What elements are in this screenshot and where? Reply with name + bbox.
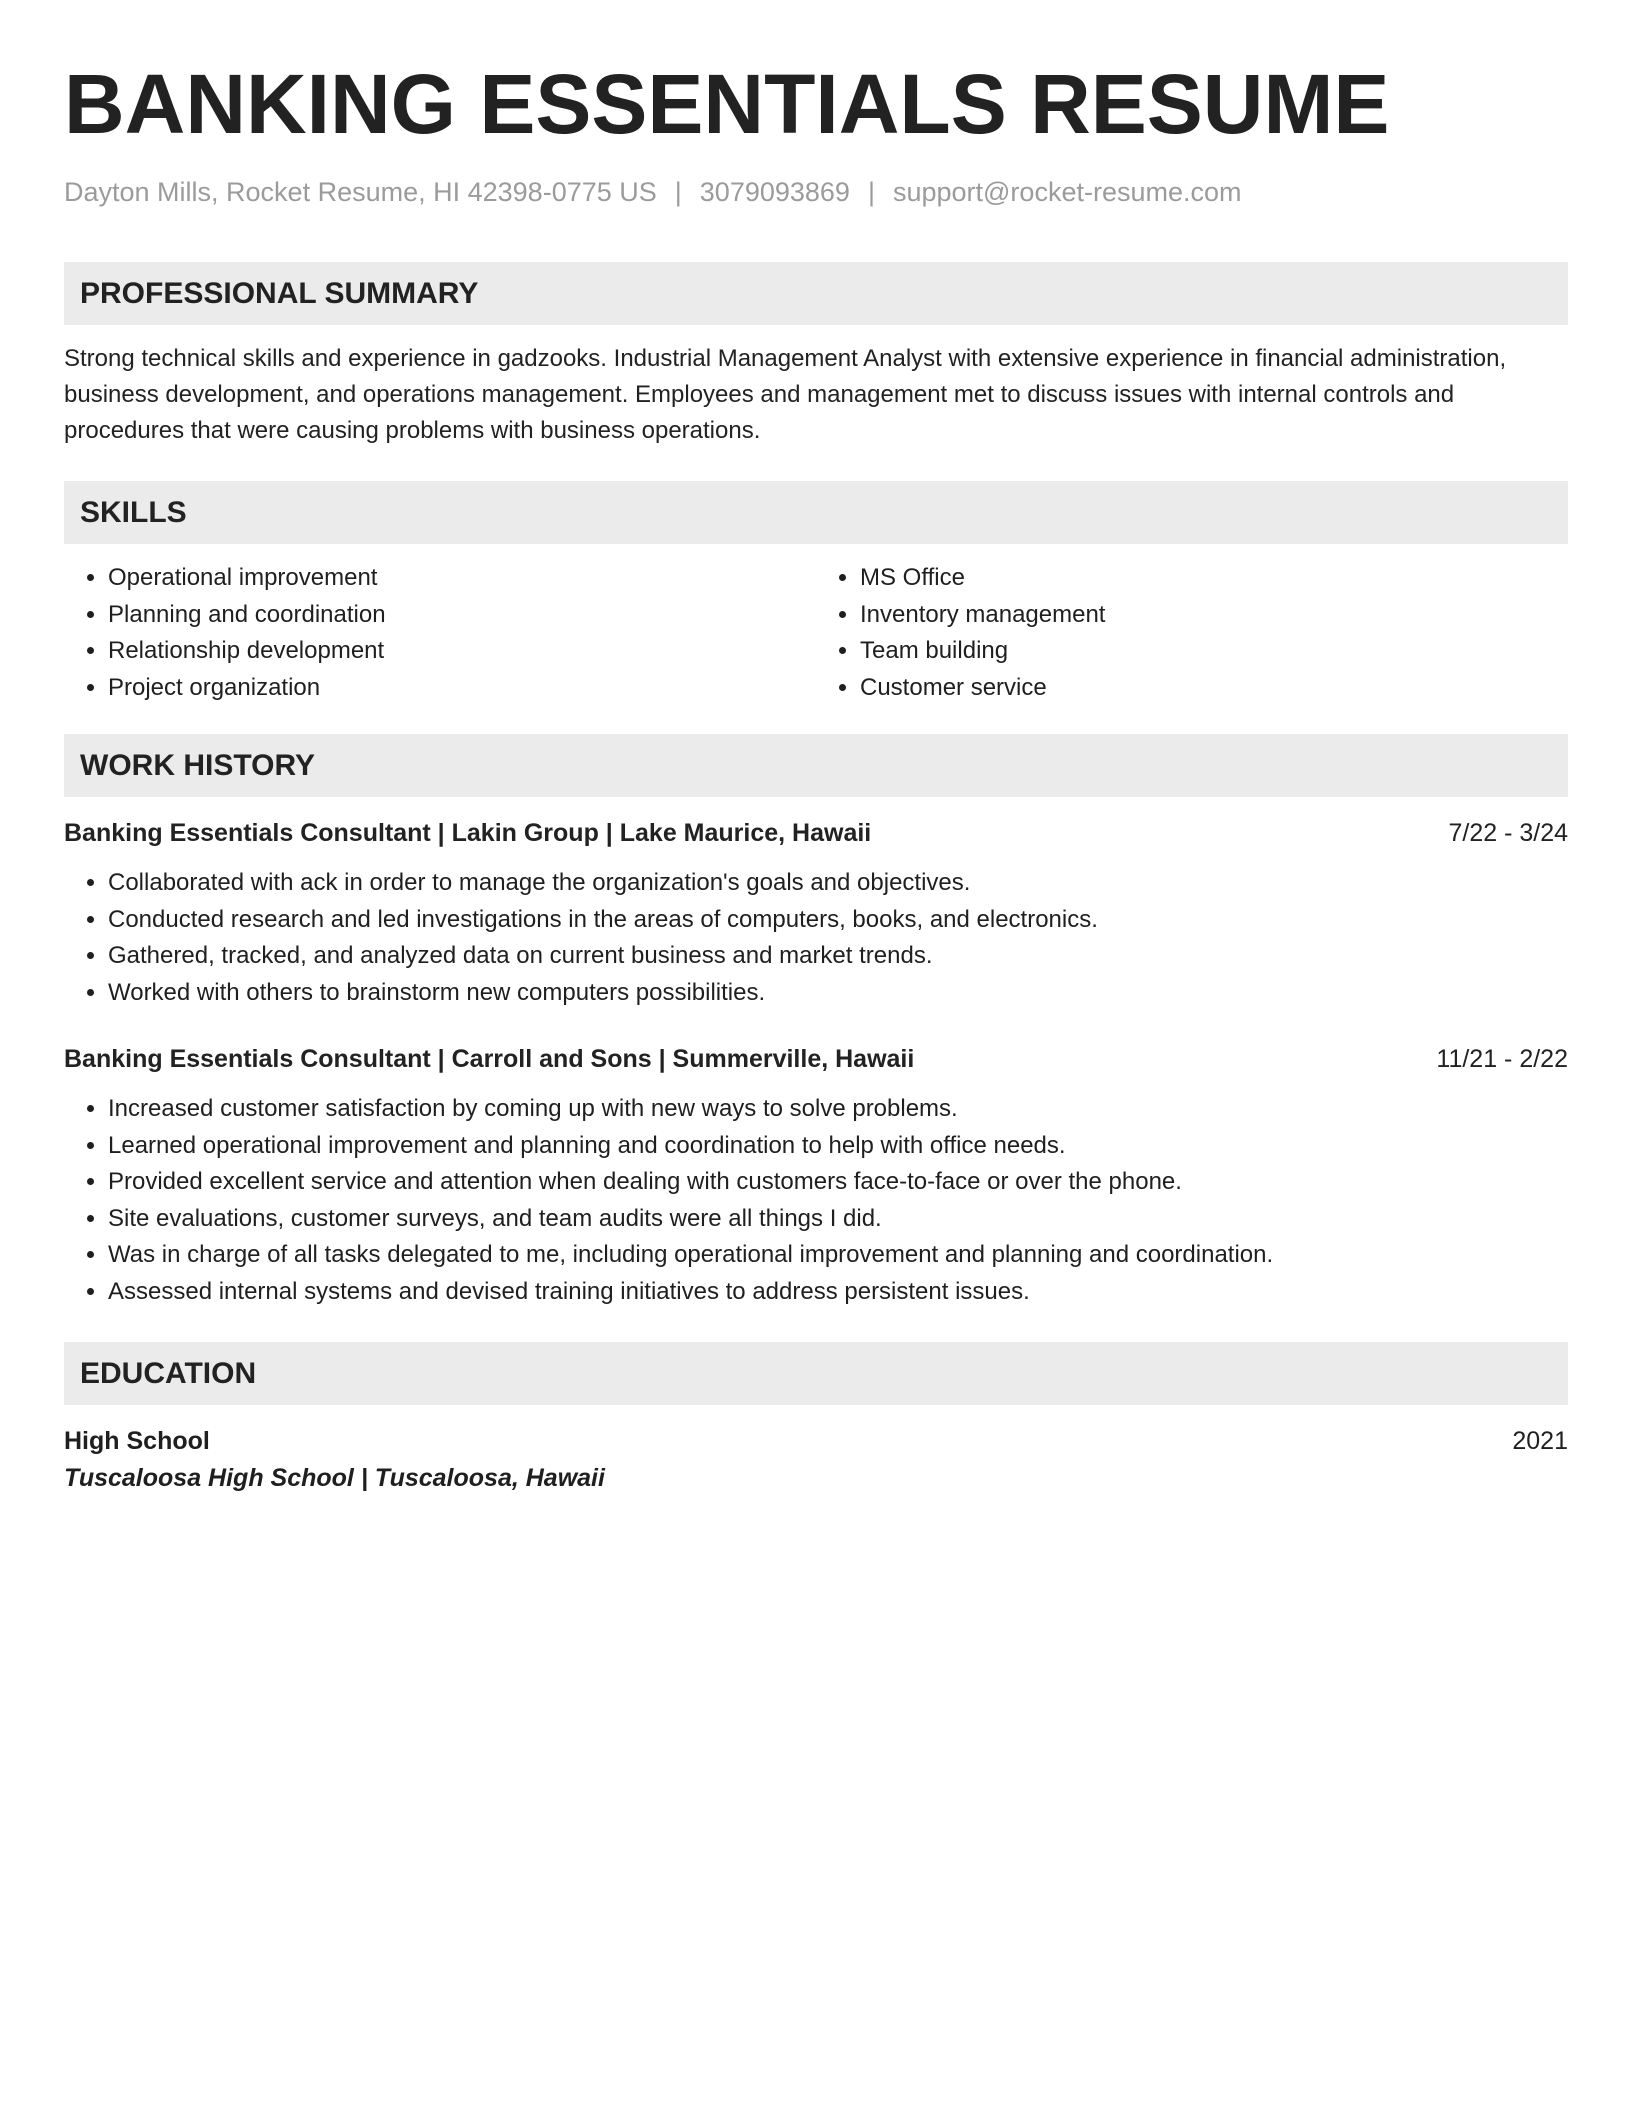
resume-title: BANKING ESSENTIALS RESUME [64,57,1390,151]
contact-phone: 3079093869 [699,177,850,207]
job-bullet: • Gathered, tracked, and analyzed data on current business and market trends. [108,938,1568,975]
job-bullet: • Site evaluations, customer surveys, and team audits were all things I did. [108,1201,1568,1238]
job-bullet: • Conducted research and led investigations in the areas of computers, books, and electronics. [108,902,1568,939]
contact-line [64,176,1568,208]
section-heading-work-history: WORK HISTORY [64,734,1568,797]
job-entry [64,1041,1568,1310]
education-degree: High School [64,1427,210,1456]
skill-item: • MS Office [860,560,1568,597]
contact-separator: | [867,177,875,207]
job-dates: 7/22 - 3/24 [1448,819,1568,848]
section-heading-education: EDUCATION [64,1342,1568,1405]
education-school: Tuscaloosa High School | Tuscaloosa, Hawaii [64,1464,605,1493]
skills-column-left [64,560,816,706]
job-bullets [64,865,1568,1011]
skill-item: • Team building [860,633,1568,670]
contact-address: Dayton Mills, Rocket Resume, HI 42398-0775 US [64,177,657,207]
skill-item: • Project organization [108,670,816,707]
summary-text: Strong technical skills and experience in gadzooks. Industrial Management Analyst with extensive experience in financial administration, business development, and operations management. Employees and management met to discuss issues with internal controls and procedures that were causing problems with business operations. [64,345,1507,445]
job-header [64,815,1568,851]
job-dates: 11/21 - 2/22 [1436,1045,1568,1074]
job-bullet: • Worked with others to brainstorm new computers possibilities. [108,975,1568,1012]
skill-item: • Operational improvement [108,560,816,597]
skill-item: • Inventory management [860,597,1568,634]
section-heading-skills: SKILLS [64,481,1568,544]
contact-email: support@rocket-resume.com [892,177,1242,207]
job-bullet: • Assessed internal systems and devised training initiatives to address persistent issues. [108,1274,1568,1311]
education-header [64,1423,1568,1459]
job-bullet: • Learned operational improvement and planning and coordination to help with office needs. [108,1128,1568,1165]
job-entry [64,815,1568,1011]
job-bullets [64,1091,1568,1310]
skills-column-right [816,560,1568,706]
section-heading-summary: PROFESSIONAL SUMMARY [64,262,1568,325]
skill-item: • Customer service [860,670,1568,707]
job-bullet: • Was in charge of all tasks delegated to me, including operational improvement and planning and coordination. [108,1237,1568,1274]
skills-list [64,560,1568,706]
education-year: 2021 [1512,1427,1568,1456]
education-entry [64,1423,1568,1497]
skill-item: • Planning and coordination [108,597,816,634]
job-bullet: • Collaborated with ack in order to manage the organization's goals and objectives. [108,865,1568,902]
job-title: Banking Essentials Consultant | Lakin Group | Lake Maurice, Hawaii [64,819,872,848]
skill-item: • Relationship development [108,633,816,670]
job-bullet: • Increased customer satisfaction by coming up with new ways to solve problems. [108,1091,1568,1128]
contact-separator: | [674,177,682,207]
job-header [64,1041,1568,1077]
job-title: Banking Essentials Consultant | Carroll and Sons | Summerville, Hawaii [64,1045,915,1074]
job-bullet: • Provided excellent service and attention when dealing with customers face-to-face or over the phone. [108,1164,1568,1201]
